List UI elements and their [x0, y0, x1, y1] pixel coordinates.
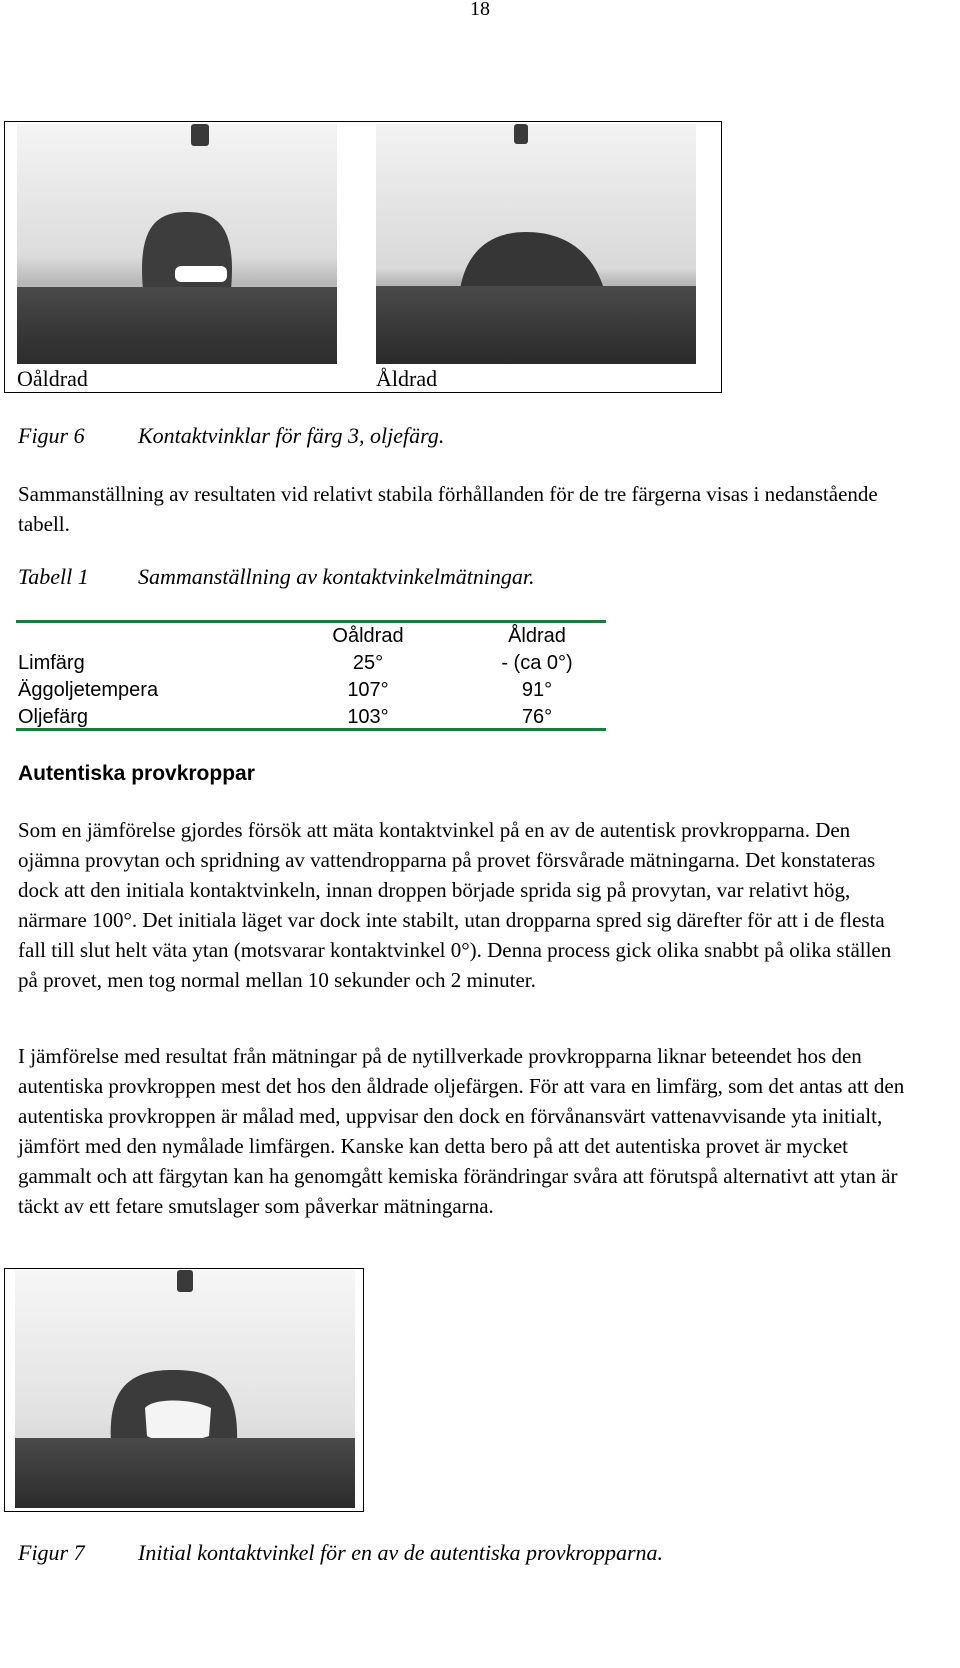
paragraph-1: Som en jämförelse gjordes försök att mäta kontaktvinkel på en av de autentisk provkropparna. Den ojämna provytan och spridning av vattendropparna på provet försvårade mätningarna. Det konstateras dock att den initiala kontaktvinkeln, innan droppen började sprida sig på provytan, var relativt hög, närmare 100°. Det initiala läget var dock inte stabilt, utan dropparna spred sig därefter för att i de flesta fall till slut helt väta ytan (motsvarar kontaktvinkel 0°). Denna process gick olika snabbt på olika ställen på provet, men tog normal mellan 10 sekunder och 2 minuter. — [18, 818, 892, 992]
table-cell-unaged: 25° — [352, 652, 384, 674]
table-bottom-rule — [16, 728, 606, 731]
table-1-caption-number: Tabell 1 — [18, 564, 89, 589]
table-header-unaged: Oåldrad — [332, 625, 404, 647]
paragraph-2: I jämförelse med resultat från mätningar på de nytillverkade provkropparna liknar beteendet hos den autentiska provkroppen mest det hos den åldrade oljefärgen. För att vara en limfärg, som det antas att den autentiska provkroppen är målad med, uppvisar den dock en förvånansvärt vattenavvisande yta initialt, jämfört med den nymålade limfärgen. Kanske kan detta bero på att det autentiska provet är mycket gammalt och att färgytan kan ha genomgått kemiska förändringar svåra att förutspå alternativt att ytan är täckt av ett fetare smutslager som påverkar mätningarna. — [18, 1044, 905, 1218]
table-header-row — [18, 623, 606, 650]
table-row — [18, 677, 606, 704]
table-row — [18, 704, 606, 731]
table-cell-unaged: 107° — [347, 679, 389, 701]
table-cell-paint: Limfärg — [18, 652, 85, 674]
table-cell-paint: Äggoljetempera — [18, 679, 159, 701]
figure-6-label-unaged: Oåldrad — [17, 366, 88, 391]
table-1-caption-text: Sammanställning av kontaktvinkelmätningar. — [138, 564, 535, 589]
page-number: 18 — [470, 0, 490, 20]
table-row — [18, 650, 606, 677]
figure-7-caption-text: Initial kontaktvinkel för en av de autentiska provkropparna. — [138, 1540, 664, 1565]
figure-6-label-aged: Åldrad — [376, 366, 438, 391]
figure-6-caption-number: Figur 6 — [18, 423, 85, 448]
droplet-photo-authentic — [15, 1270, 355, 1508]
contact-angle-table — [18, 623, 606, 731]
table-cell-aged: 91° — [521, 679, 553, 701]
droplet-photo-unaged — [17, 124, 337, 364]
droplet-photo-aged — [376, 124, 696, 364]
table-cell-unaged: 103° — [347, 706, 389, 728]
table-cell-aged: - (ca 0°) — [501, 652, 573, 674]
figure-7-frame — [4, 1268, 364, 1512]
figure-7-caption-number: Figur 7 — [18, 1540, 85, 1565]
table-cell-aged: 76° — [521, 706, 553, 728]
section-heading: Autentiska provkroppar — [18, 762, 255, 785]
table-header-blank — [18, 623, 268, 650]
figure-6-frame — [4, 121, 722, 393]
table-header-aged: Åldrad — [508, 625, 566, 647]
table-cell-paint: Oljefärg — [18, 706, 89, 728]
intro-paragraph: Sammanställning av resultaten vid relativt stabila förhållanden för de tre färgerna visas i nedanstående tabell. — [18, 482, 878, 536]
figure-6-caption-text: Kontaktvinklar för färg 3, oljefärg. — [138, 423, 445, 448]
